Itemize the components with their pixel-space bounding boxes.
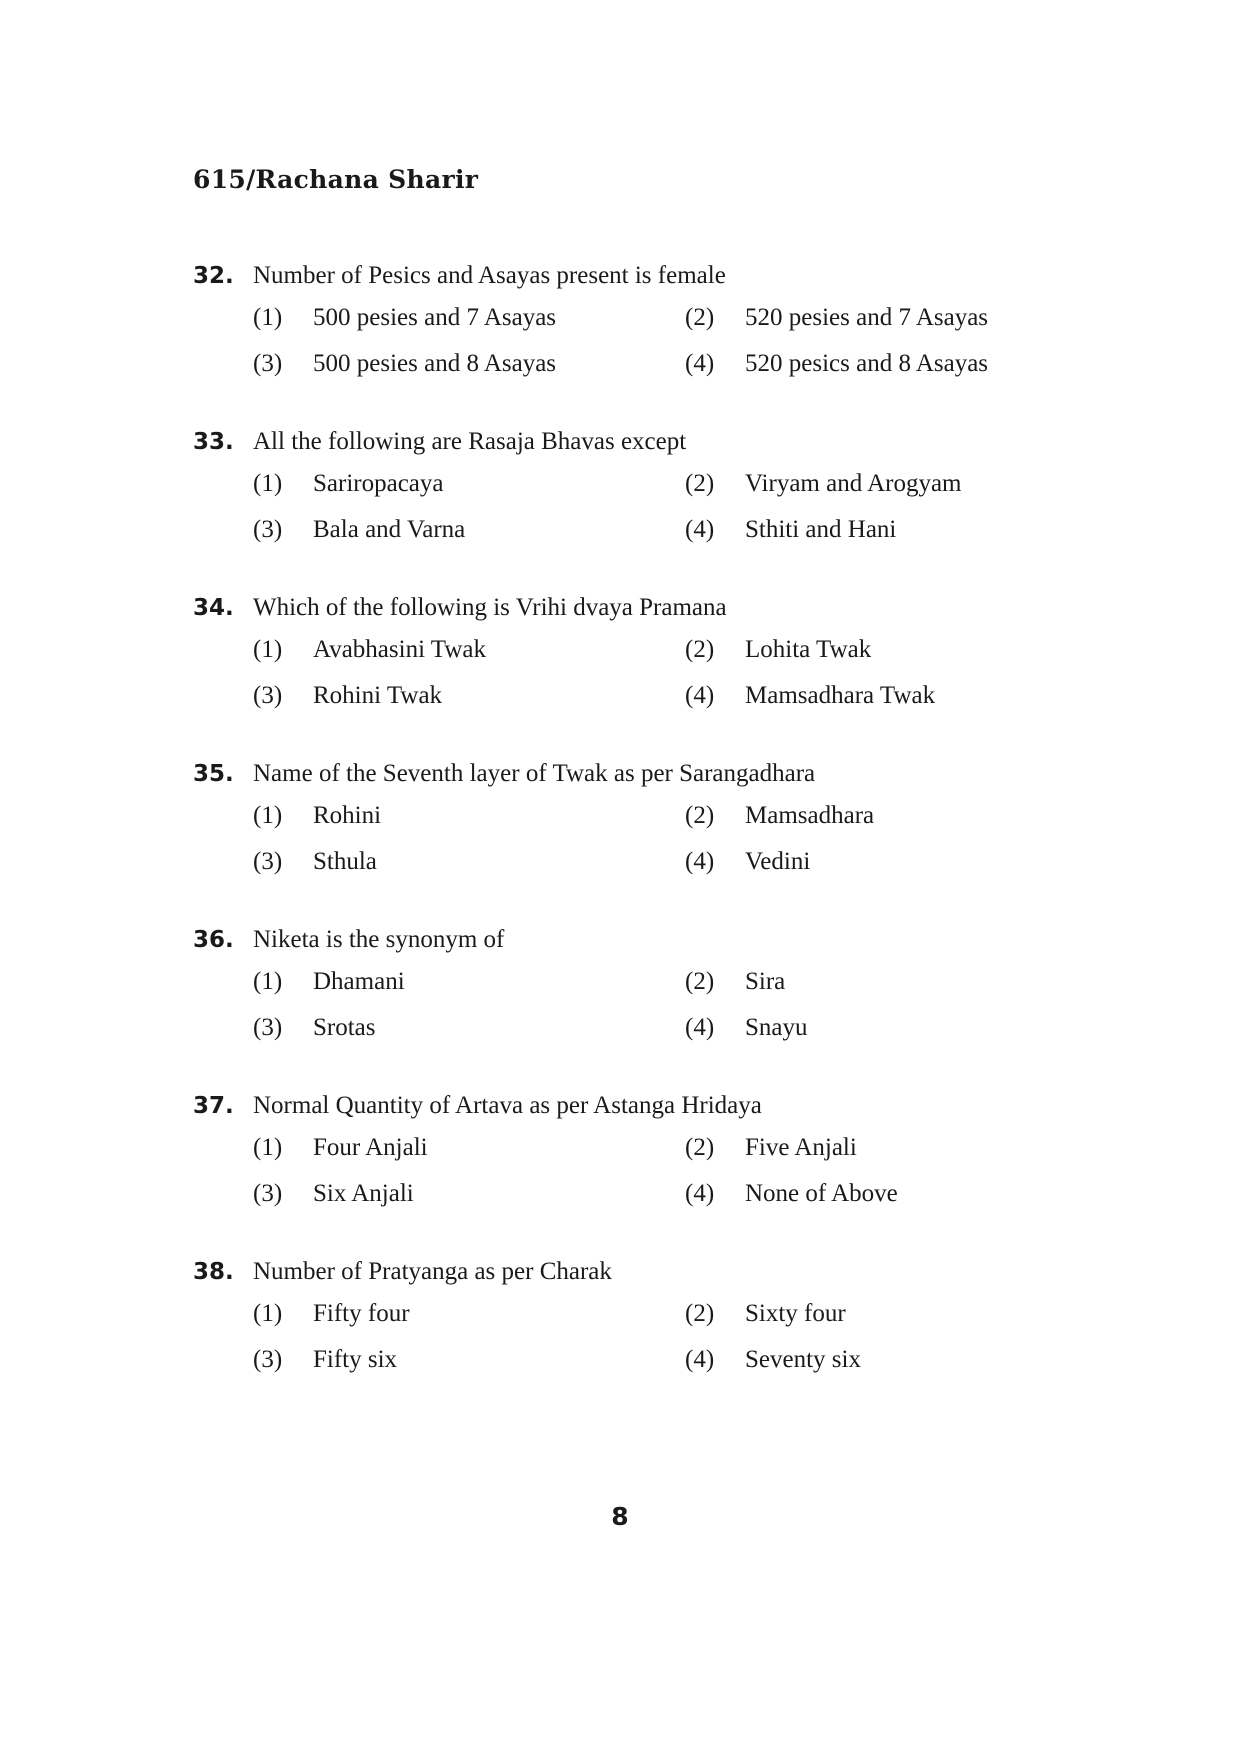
option-text: Snayu [745,1014,808,1041]
option-text: 520 pesies and 7 Asayas [745,304,989,331]
option-text: Sthiti and Hani [745,516,897,543]
option [253,636,685,676]
question-text: Number of Pesics and Asayas present is female [253,262,726,289]
option-text: Six Anjali [313,1180,414,1207]
option [685,304,1085,344]
question-text: Niketa is the synonym of [253,926,505,953]
option [685,350,1085,390]
option-number: (4) [685,1014,715,1041]
option-number: (1) [253,1300,283,1327]
option-number: (4) [685,682,715,709]
option-number: (2) [685,802,715,829]
options-grid [253,1134,1093,1220]
option [253,516,685,556]
option-text: Sira [745,968,786,995]
option-number: (3) [253,1346,283,1373]
options-grid [253,802,1093,888]
option-number: (3) [253,1014,283,1041]
options-grid [253,1300,1093,1386]
option-text: Dhamani [313,968,405,995]
question-line [193,262,1093,302]
option-number: (1) [253,802,283,829]
option-text: 500 pesies and 7 Asayas [313,304,557,331]
option-text: Mamsadhara Twak [745,682,936,709]
page-number: 8 [611,1502,629,1531]
option-text: Avabhasini Twak [313,636,486,663]
option [685,1180,1085,1220]
question-text: All the following are Rasaja Bhavas except [253,428,687,455]
options-grid [253,470,1093,556]
option-text: 500 pesies and 8 Asayas [313,350,557,377]
question-block [193,760,1093,888]
option-number: (2) [685,1300,715,1327]
option-number: (2) [685,1134,715,1161]
option-number: (2) [685,968,715,995]
options-grid [253,304,1093,390]
question-line [193,428,1093,468]
option [685,1134,1085,1174]
option-number: (2) [685,636,715,663]
option [685,1346,1085,1386]
option-number: (3) [253,1180,283,1207]
option-text: Vedini [745,848,811,875]
option-number: (4) [685,350,715,377]
option-text: Rohini [313,802,382,829]
option [253,1134,685,1174]
question-number: 38. [193,1259,234,1285]
option-text: Lohita Twak [745,636,872,663]
question-block [193,1092,1093,1220]
question-line [193,1258,1093,1298]
question-block [193,262,1093,390]
option [253,1346,685,1386]
option-number: (1) [253,470,283,497]
option-number: (1) [253,1134,283,1161]
option [253,1300,685,1340]
option-number: (3) [253,682,283,709]
question-number: 34. [193,595,234,621]
question-block [193,926,1093,1054]
option [685,682,1085,722]
option-text: Mamsadhara [745,802,875,829]
options-grid [253,636,1093,722]
option [685,1014,1085,1054]
option-text: Rohini Twak [313,682,443,709]
option [685,848,1085,888]
question-text: Name of the Seventh layer of Twak as per Sarangadhara [253,760,816,787]
option-text: Fifty four [313,1300,410,1327]
question-number: 32. [193,263,234,289]
option-text: 520 pesics and 8 Asayas [745,350,989,377]
option [253,304,685,344]
paper-header: 615/Rachana Sharir [193,165,479,194]
option-number: (4) [685,516,715,543]
option-number: (4) [685,848,715,875]
option [685,636,1085,676]
question-text: Normal Quantity of Artava as per Astanga Hridaya [253,1092,762,1119]
option [685,802,1085,842]
option-number: (3) [253,350,283,377]
option [253,1180,685,1220]
option-number: (1) [253,636,283,663]
question-block [193,428,1093,556]
option-number: (1) [253,968,283,995]
question-number: 35. [193,761,234,787]
option [685,516,1085,556]
option-text: Sthula [313,848,377,875]
option-text: Sariropacaya [313,470,444,497]
question-block [193,1258,1093,1386]
option-text: Four Anjali [313,1134,428,1161]
option-text: Five Anjali [745,1134,857,1161]
option [685,470,1085,510]
option-number: (3) [253,516,283,543]
option [253,968,685,1008]
question-block [193,594,1093,722]
question-line [193,926,1093,966]
option [253,848,685,888]
option-text: Srotas [313,1014,376,1041]
question-number: 33. [193,429,234,455]
option-text: Sixty four [745,1300,846,1327]
question-line [193,594,1093,634]
option [253,682,685,722]
question-number: 37. [193,1093,234,1119]
option-text: Viryam and Arogyam [745,470,962,497]
option-text: Fifty six [313,1346,398,1373]
option-text: Bala and Varna [313,516,466,543]
question-text: Number of Pratyanga as per Charak [253,1258,612,1285]
option [253,470,685,510]
options-grid [253,968,1093,1054]
option [685,1300,1085,1340]
option-text: None of Above [745,1180,898,1207]
option [253,350,685,390]
option [253,802,685,842]
question-line [193,1092,1093,1132]
question-text: Which of the following is Vrihi dvaya Pramana [253,594,727,621]
question-line [193,760,1093,800]
question-number: 36. [193,927,234,953]
option-text: Seventy six [745,1346,861,1373]
option-number: (4) [685,1180,715,1207]
option-number: (4) [685,1346,715,1373]
option-number: (2) [685,304,715,331]
option-number: (3) [253,848,283,875]
option-number: (2) [685,470,715,497]
option [685,968,1085,1008]
option [253,1014,685,1054]
option-number: (1) [253,304,283,331]
